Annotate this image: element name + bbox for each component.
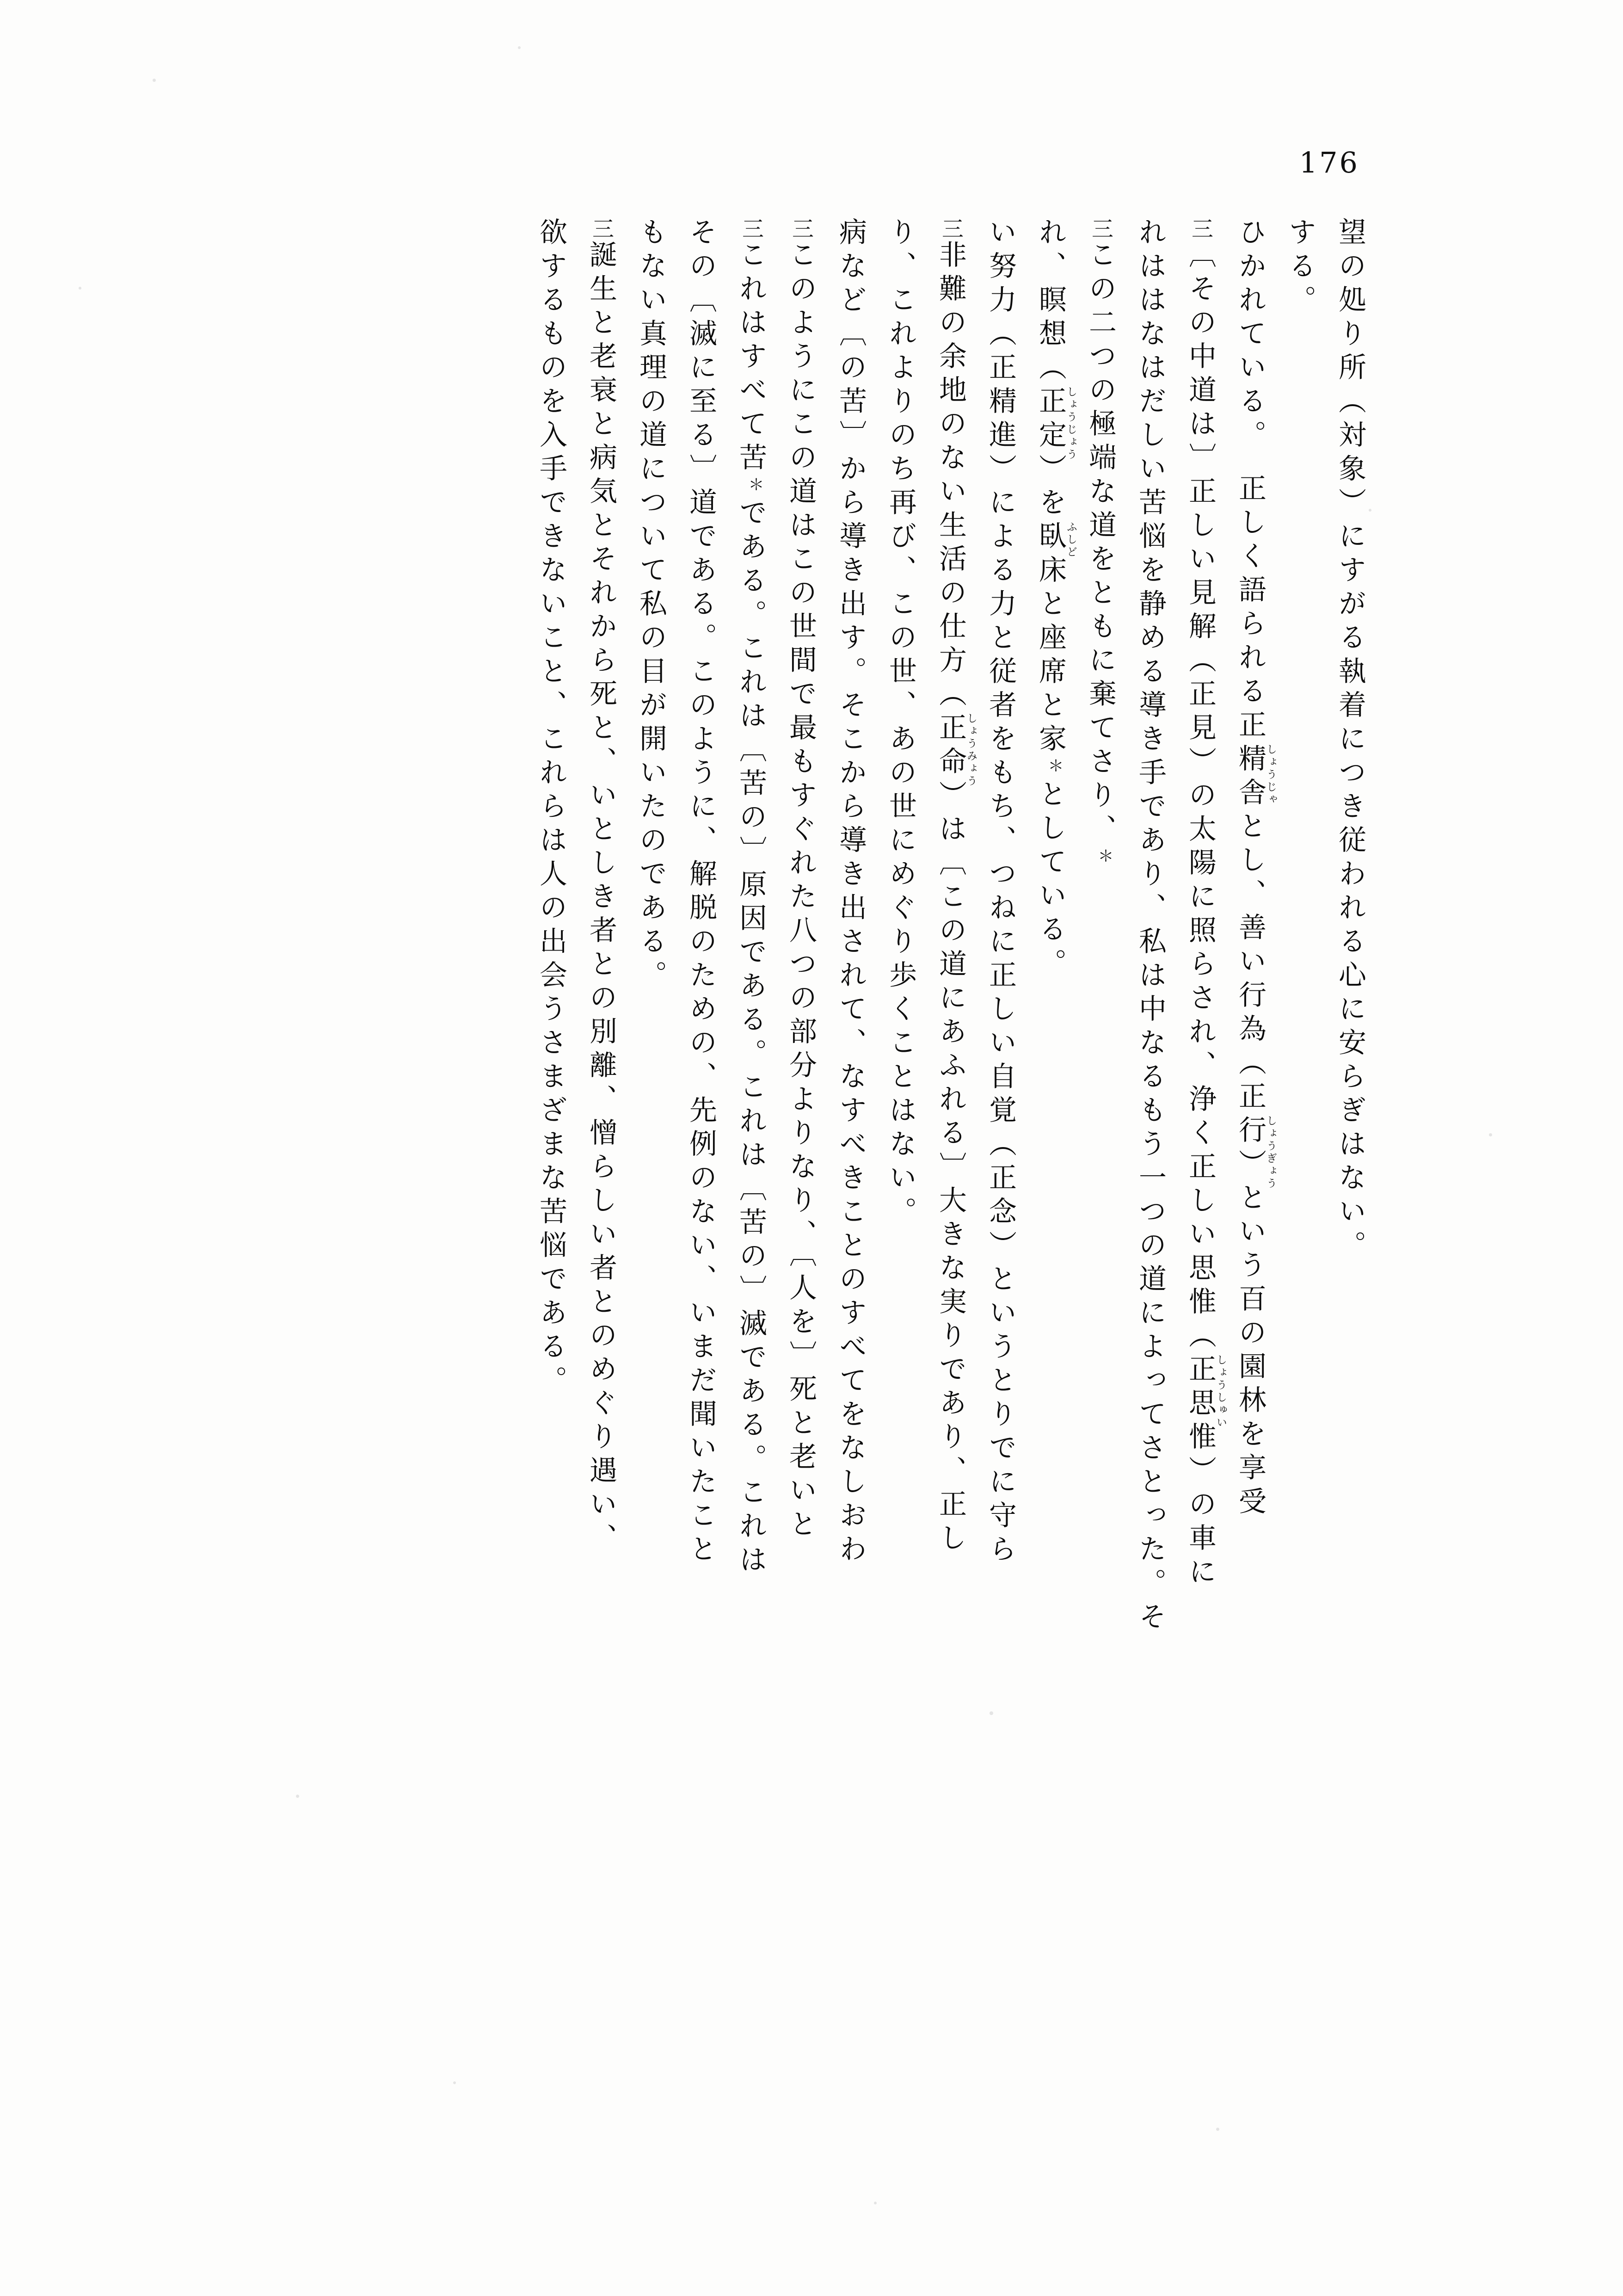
scan-speck <box>1369 509 1371 512</box>
ruby-shougyou: 行 しょうぎょう <box>1234 1115 1277 1190</box>
vertical-text-block <box>97 217 1364 2097</box>
text-column: り、これよりのち再び、この世、あの世にめぐり歩くことはない。 <box>885 217 917 1230</box>
text-column: れ、瞑想（正定 しょうじょう ）を臥床 ふしど と座席と家＊としている。 <box>1034 217 1077 982</box>
scan-speck <box>874 2202 877 2204</box>
text-column: ひかれている。 正しく語られる正精舎 しょうじゃ とし、善い行為（正行 しょうぎょう ）という百の園林を享受 <box>1234 217 1277 1520</box>
text-column: 望の処り所（対象）にすがる執着につき従われる心に安らぎはない。 <box>1334 217 1366 1264</box>
text-column: その〔滅に至る〕道である。このように、解脱のための、先例のない、いまだ聞いたこと <box>685 217 717 1568</box>
footnote-marker: ＊ <box>1045 758 1064 779</box>
section-number: 三 <box>1088 217 1113 240</box>
scan-speck <box>453 2081 456 2084</box>
ruby-shoujou: 正定 しょうじょう <box>1034 386 1077 461</box>
ruby-fushido: 臥床 ふしど <box>1034 521 1077 589</box>
text-column: 病など〔の苦〕から導き出す。そこから導き出されて、なすべきことのすべてをなしおわ <box>835 217 867 1568</box>
scan-speck <box>1216 2128 1219 2131</box>
page-number: 176 <box>1299 146 1359 179</box>
ruby-shoumyou: 正命 しょうみょう <box>934 713 977 788</box>
section-number: 三 <box>938 217 964 240</box>
footnote-marker: ＊ <box>1095 848 1113 870</box>
ruby-shoushui: 正思惟 しょうしゅい <box>1184 1354 1227 1456</box>
scan-speck <box>296 1795 299 1798</box>
scan-speck <box>990 1711 993 1715</box>
section-number: 三 <box>1188 217 1213 240</box>
section-number: 三 <box>738 217 764 240</box>
footnote-marker: ＊ <box>745 476 764 498</box>
text-column: れははなはだしい苦悩を静める導き手であり、私は中なるもう一つの道によってさとった。そ <box>1134 217 1167 1636</box>
scan-speck <box>1489 1133 1492 1136</box>
scan-speck <box>518 46 521 49</box>
text-column: 三この二つの極端な道をともに棄てさり、＊ <box>1084 217 1117 870</box>
scan-speck <box>153 79 156 82</box>
section-number: 三 <box>589 217 614 240</box>
text-column: 三これはすべて苦＊である。これは〔苦の〕原因である。これは〔苦の〕滅である。これは <box>735 217 767 1579</box>
text-column: 三このようにこの道はこの世間で最もすぐれた八つの部分よりなり、〔人を〕死と老いと <box>785 217 817 1543</box>
scan-speck <box>79 287 81 290</box>
text-column: 三誕生と老衰と病気とそれから死と、いとしき者との別離、憎らしい者とのめぐり遇い、 <box>585 217 617 1557</box>
text-column: もない真理の道について私の目が開いたのである。 <box>635 217 667 994</box>
text-column: 三非難の余地のない生活の仕方（正命 しょうみょう ）は〔この道にあふれる〕大きな実りであり、正し <box>934 217 977 1557</box>
text-column: する。 <box>1284 217 1316 319</box>
text-column: 欲するものを入手できないこと、これらは人の出会うさまざまな苦悩である。 <box>535 217 567 1399</box>
text-column: 三〔その中道は〕正しい見解（正見）の太陽に照らされ、浄く正しい思惟（正思惟 しょうしゅい ）の車に <box>1184 217 1227 1591</box>
section-number: 三 <box>788 217 814 240</box>
ruby-shouja: 精舎 しょうじゃ <box>1234 744 1277 811</box>
text-column: い努力（正精進）による力と従者をもち、つねに正しい自覚（正念）というとりでに守ら <box>984 217 1017 1568</box>
